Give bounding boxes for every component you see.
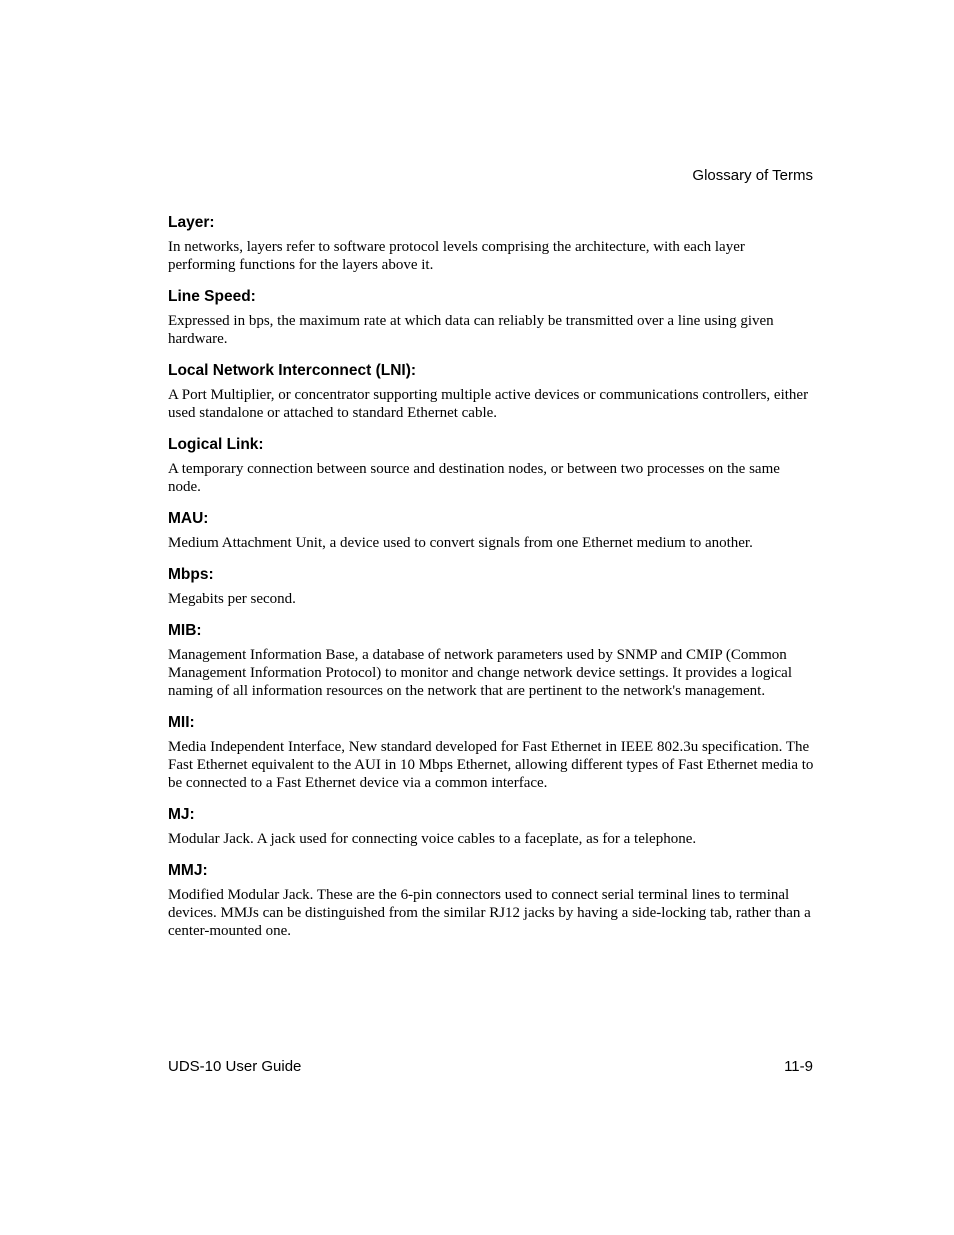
glossary-definition: Management Information Base, a database of network parameters used by SNMP and CMIP (Common Management Information Protocol) to monitor and change network device settings. It provides a logical naming of all information resources on the network that are pertinent to the network's management. (168, 647, 792, 699)
glossary-entry (168, 214, 816, 274)
glossary-definition: Media Independent Interface, New standard developed for Fast Ethernet in IEEE 802.3u specification. The Fast Ethernet equivalent to the AUI in 10 Mbps Ethernet, allowing different types of Fast Ethernet media to be connected to a Fast Ethernet device via a common interface. (168, 739, 814, 791)
glossary-definition: Modular Jack. A jack used for connecting voice cables to a faceplate, as for a telephone. (168, 831, 697, 847)
glossary-term: MAU: (168, 510, 209, 527)
glossary-entry (168, 806, 816, 848)
glossary-term: MJ: (168, 806, 195, 823)
page-footer (168, 1058, 813, 1076)
glossary-term: MMJ: (168, 862, 208, 879)
running-header: Glossary of Terms (692, 167, 813, 184)
glossary-entry (168, 362, 816, 422)
glossary-term: MIB: (168, 622, 202, 639)
glossary-definition: Medium Attachment Unit, a device used to convert signals from one Ethernet medium to another. (168, 535, 753, 551)
glossary-entry (168, 566, 816, 608)
glossary-term: Mbps: (168, 566, 214, 583)
glossary-definition: A Port Multiplier, or concentrator supporting multiple active devices or communications controllers, either used standalone or attached to standard Ethernet cable. (168, 387, 809, 421)
glossary-entry (168, 288, 816, 348)
glossary-definition: Megabits per second. (168, 591, 296, 607)
glossary-term: Layer: (168, 214, 215, 231)
glossary-entry (168, 862, 816, 940)
glossary-list (168, 214, 816, 954)
glossary-definition: Modified Modular Jack. These are the 6-pin connectors used to connect serial terminal lines to terminal devices. MMJs can be distinguished from the similar RJ12 jacks by having a side-locking tab, rather than a center-mounted one. (168, 887, 811, 939)
glossary-term: Logical Link: (168, 436, 264, 453)
glossary-entry (168, 714, 816, 792)
glossary-entry (168, 510, 816, 552)
glossary-term: MII: (168, 714, 195, 731)
glossary-definition: Expressed in bps, the maximum rate at which data can reliably be transmitted over a line using given hardware. (168, 313, 774, 347)
glossary-definition: In networks, layers refer to software protocol levels comprising the architecture, with each layer performing functions for the layers above it. (168, 239, 745, 273)
glossary-term: Local Network Interconnect (LNI): (168, 362, 417, 379)
page-number: 11-9 (784, 1058, 813, 1075)
glossary-definition: A temporary connection between source and destination nodes, or between two processes on the same node. (168, 461, 780, 495)
glossary-entry (168, 436, 816, 496)
document-title: UDS-10 User Guide (168, 1058, 302, 1075)
glossary-term: Line Speed: (168, 288, 256, 305)
glossary-entry (168, 622, 816, 700)
